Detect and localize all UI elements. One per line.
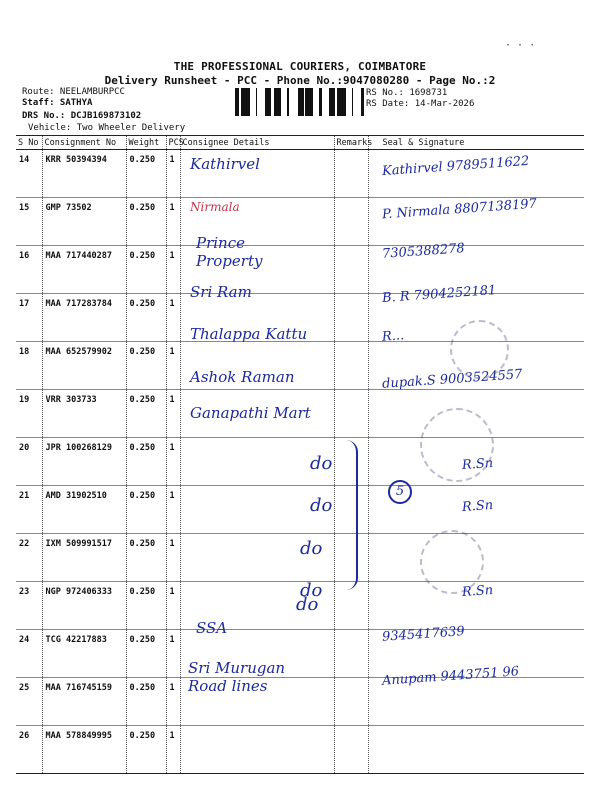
- consignment-cell: KRR 50394394: [42, 150, 126, 198]
- runsheet-subtitle: Delivery Runsheet - PCC - Phone No.:9047080280 - Page No.:2: [104, 74, 496, 87]
- remarks-cell: [334, 342, 368, 390]
- handwritten-consignee: Nirmala: [190, 199, 240, 214]
- remarks-cell: [334, 630, 368, 678]
- weight-cell: 0.250: [126, 390, 166, 438]
- extra-do-mark: do: [296, 594, 319, 615]
- col-remarks: Remarks: [334, 136, 368, 150]
- weight-cell: 0.250: [126, 582, 166, 630]
- sno-cell: 16: [19, 251, 30, 261]
- signature: dupak.S 9003524557: [381, 366, 523, 392]
- remarks-cell: [334, 390, 368, 438]
- signature: R...: [381, 328, 405, 345]
- consignment-cell: IXM 509991517: [42, 534, 126, 582]
- signature: Kathirvel 9789511622: [381, 153, 530, 180]
- weight-cell: 0.250: [126, 678, 166, 726]
- drs-number: DRS No.: DCJB169873102: [22, 111, 142, 121]
- barcode: [235, 88, 363, 116]
- col-signature: Seal & Signature: [368, 136, 584, 150]
- consignment-cell: MAA 717440287: [42, 246, 126, 294]
- sno-cell: 18: [19, 347, 30, 357]
- handwritten-consignee: SSA: [196, 618, 228, 637]
- signature: B. R 7904252181: [381, 282, 497, 306]
- pcs-cell: 1: [166, 390, 180, 438]
- consignment-cell: MAA 652579902: [42, 342, 126, 390]
- consignment-cell: MAA 578849995: [42, 726, 126, 774]
- sno-cell: 20: [19, 443, 30, 453]
- signature-cell: [368, 726, 584, 774]
- pcs-cell: 1: [166, 630, 180, 678]
- consignment-cell: TCG 42217883: [42, 630, 126, 678]
- signature: R.Sn: [461, 455, 494, 473]
- weight-cell: 0.250: [126, 438, 166, 486]
- table-header-row: [16, 136, 584, 150]
- pcs-cell: 1: [166, 150, 180, 198]
- staff-label: Staff: SATHYA: [22, 98, 93, 108]
- sno-cell: 14: [19, 155, 30, 165]
- weight-cell: 0.250: [126, 246, 166, 294]
- sno-cell: 17: [19, 299, 30, 309]
- weight-cell: 0.250: [126, 198, 166, 246]
- handwritten-consignee: Sri Ram: [190, 282, 252, 301]
- remarks-cell: [334, 246, 368, 294]
- weight-cell: 0.250: [126, 294, 166, 342]
- company-title: THE PROFESSIONAL COURIERS, COIMBATORE: [173, 60, 427, 73]
- seal-stamp: [420, 530, 484, 594]
- consignment-cell: NGP 972406333: [42, 582, 126, 630]
- table-row: [16, 678, 584, 726]
- handwritten-consignee: Ganapathi Mart: [190, 404, 311, 422]
- seal-stamp: [420, 408, 494, 482]
- col-sno: S No: [16, 136, 42, 150]
- circled-count: 5: [388, 480, 412, 504]
- signature: R.Sn: [461, 497, 494, 516]
- remarks-cell: [334, 678, 368, 726]
- rs-date: RS Date: 14-Mar-2026: [366, 99, 475, 109]
- col-weight: Weight: [126, 136, 166, 150]
- sno-cell: 15: [19, 203, 30, 213]
- weight-cell: 0.250: [126, 726, 166, 774]
- consignee-cell: [180, 726, 334, 774]
- weight-cell: 0.250: [126, 150, 166, 198]
- table-row: [16, 726, 584, 774]
- signature: R.Sn: [461, 582, 494, 601]
- rs-number: RS No.: 1698731: [366, 88, 448, 98]
- table-row: [16, 438, 584, 486]
- remarks-cell: [334, 294, 368, 342]
- consignment-cell: GMP 73502: [42, 198, 126, 246]
- pcs-cell: 1: [166, 246, 180, 294]
- remarks-cell: [334, 198, 368, 246]
- weight-cell: 0.250: [126, 486, 166, 534]
- sno-cell: 26: [19, 731, 30, 741]
- pcs-cell: 1: [166, 342, 180, 390]
- handwritten-consignee: Prince Property: [196, 234, 263, 270]
- pcs-cell: 1: [166, 534, 180, 582]
- consignment-cell: MAA 716745159: [42, 678, 126, 726]
- pcs-cell: 1: [166, 582, 180, 630]
- route-label: Route: NEELAMBURPCC: [22, 87, 125, 97]
- pcs-cell: 1: [166, 486, 180, 534]
- weight-cell: 0.250: [126, 342, 166, 390]
- signature: P. Nirmala 8807138197: [381, 196, 538, 222]
- sno-cell: 23: [19, 587, 30, 597]
- sno-cell: 22: [19, 539, 30, 549]
- sno-cell: 21: [19, 491, 30, 501]
- consignment-cell: JPR 100268129: [42, 438, 126, 486]
- sno-cell: 25: [19, 683, 30, 693]
- col-consignment: Consignment No: [42, 136, 126, 150]
- pcs-cell: 1: [166, 678, 180, 726]
- pcs-cell: 1: [166, 198, 180, 246]
- signature: 7305388278: [381, 241, 466, 262]
- signature: Anupam 9443751 96: [381, 664, 520, 689]
- seal-stamp: [450, 320, 509, 379]
- handwritten-consignee: do: [300, 537, 323, 559]
- handwritten-consignee: do: [310, 495, 333, 516]
- remarks-cell: [334, 726, 368, 774]
- bracket-mark: [346, 440, 358, 590]
- handwritten-consignee: do: [300, 580, 323, 601]
- sno-cell: 24: [19, 635, 30, 645]
- handwritten-consignee: Thalappa Kattu: [190, 325, 308, 343]
- pcs-cell: 1: [166, 726, 180, 774]
- handwritten-consignee: Kathirvel: [190, 155, 260, 173]
- handwritten-consignee: Sri Murugan Road lines: [188, 659, 286, 695]
- weight-cell: 0.250: [126, 534, 166, 582]
- table-row: [16, 486, 584, 534]
- pcs-cell: 1: [166, 438, 180, 486]
- consignment-cell: AMD 31902510: [42, 486, 126, 534]
- sno-cell: 19: [19, 395, 30, 405]
- remarks-cell: [334, 150, 368, 198]
- weight-cell: 0.250: [126, 630, 166, 678]
- consignment-cell: MAA 717283784: [42, 294, 126, 342]
- handwritten-consignee: Ashok Raman: [190, 367, 295, 386]
- consignment-cell: VRR 303733: [42, 390, 126, 438]
- col-consignee: Consignee Details: [180, 136, 334, 150]
- pcs-cell: 1: [166, 294, 180, 342]
- vehicle-label: Vehicle: Two Wheeler Delivery: [28, 123, 186, 133]
- corner-marks: · · ·: [505, 40, 536, 51]
- col-pcs: PCS: [166, 136, 180, 150]
- signature: 9345417639: [381, 623, 466, 645]
- handwritten-consignee: do: [310, 452, 333, 474]
